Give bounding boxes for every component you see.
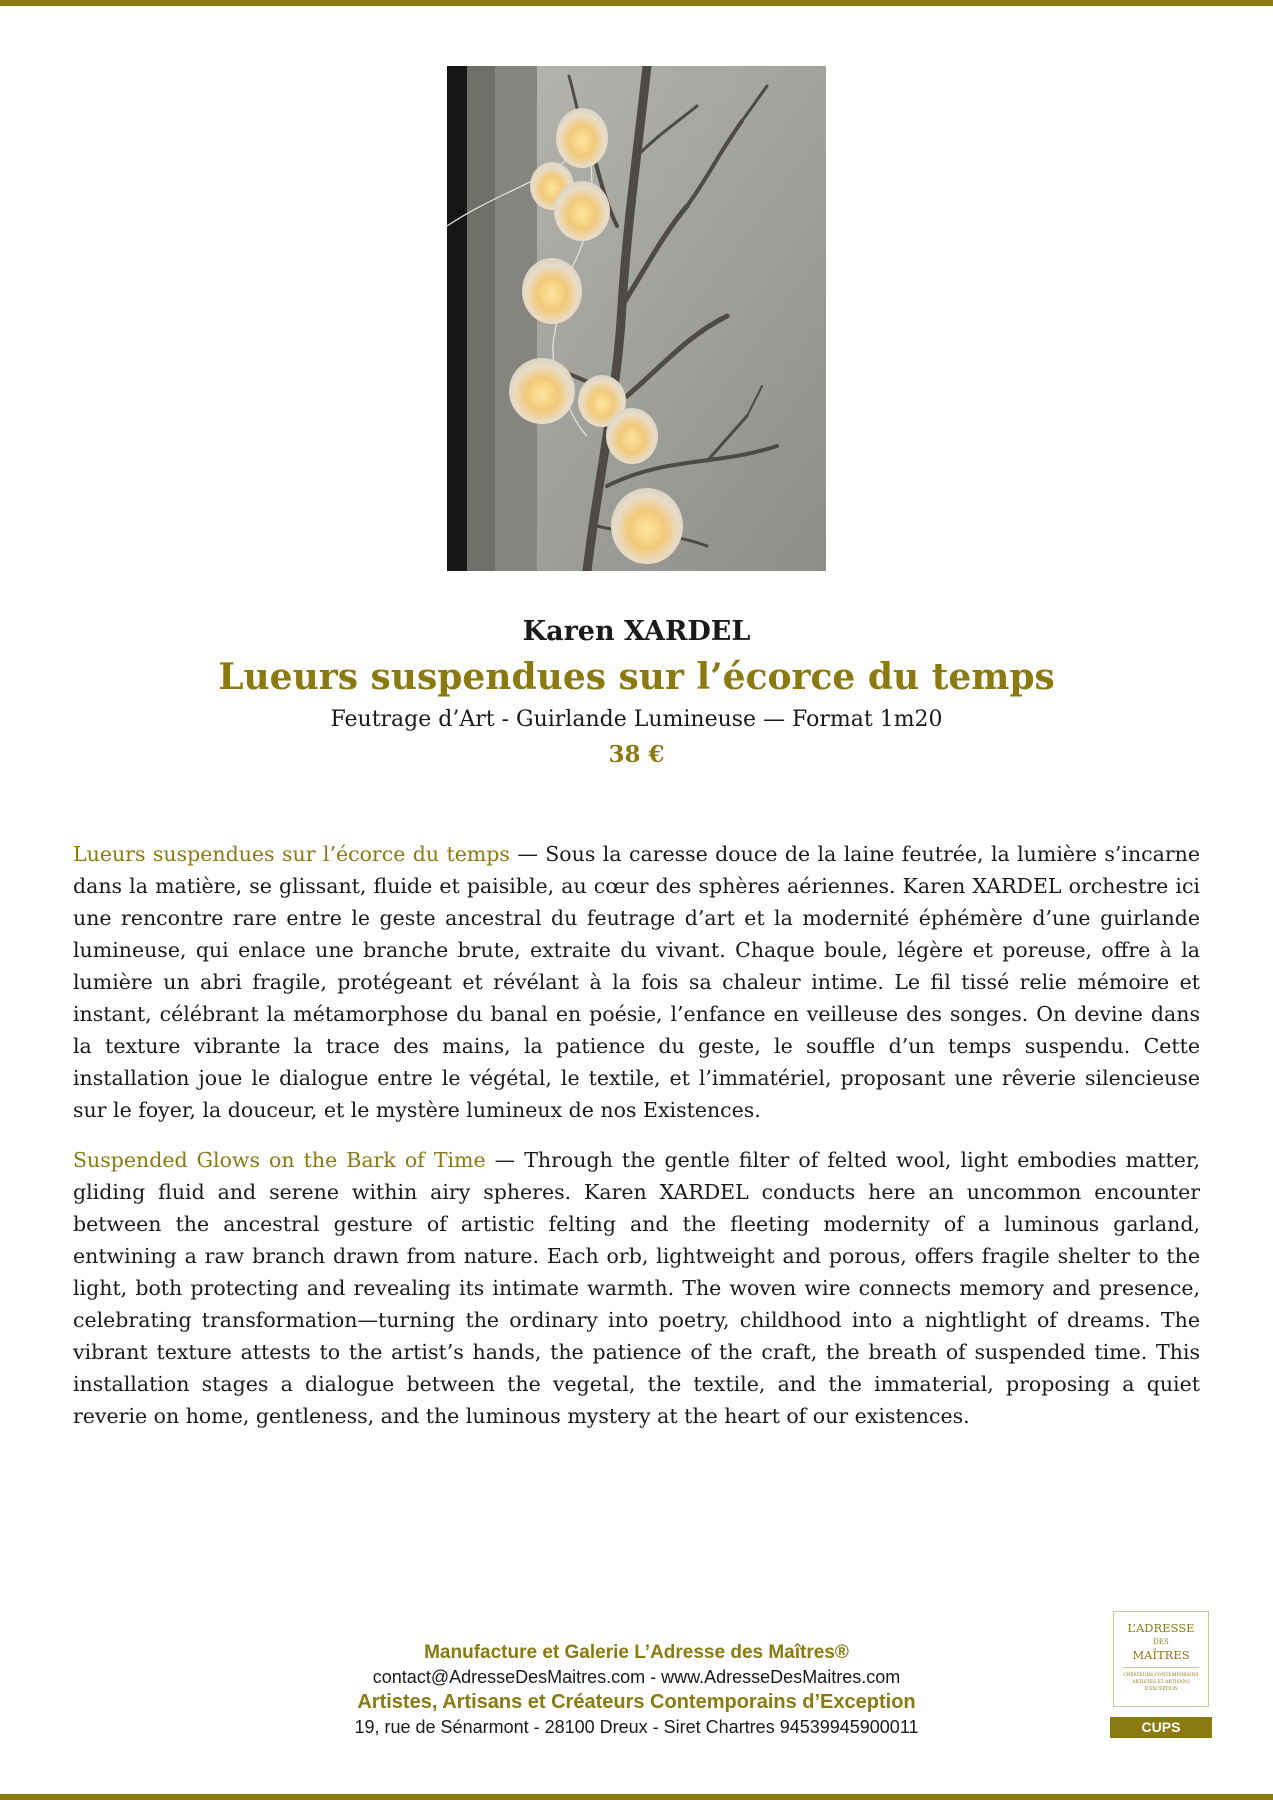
top-border bbox=[0, 0, 1273, 6]
footer-contact: contact@AdresseDesMaitres.com - www.AdresseDesMaitres.com bbox=[372, 1667, 901, 1687]
description-en bbox=[73, 1144, 1200, 1432]
logo-line-1: L’ADRESSE bbox=[1127, 1621, 1195, 1635]
artwork-price: 38 € bbox=[608, 741, 665, 768]
description-fr-text: — Sous la caresse douce de la laine feutrée, la lumière s’incarne dans la matière, se glissant, fluide et paisible, au cœur des sphères aériennes. Karen XARDEL orchestre ici une rencontre rare entre le geste ancestral du feutrage d’art et la modernité éphémère d’une guirlande lumineuse, qui enlace une branche brute, extraite du vivant. Chaque boule, légère et poreuse, offre à la lumière un abri fragile, protégeant et révélant à la fois sa chaleur intime. Le fil tissé relie mémoire et instant, célébrant la métamorphose du banal en poésie, l’enfance en veilleuse des songes. On devine dans la texture vibrante la trace des mains, la patience du geste, le souffle d’un temps suspendu. Cette installation joue le dialogue entre le végétal, le textile, et l’immatériel, proposant une rêverie silencieuse sur le foyer, la douceur, et le mystère lumineux de nos Existences. bbox=[73, 842, 1200, 1122]
artwork-illustration bbox=[447, 66, 826, 571]
bottom-border bbox=[0, 1794, 1273, 1800]
artwork-title: Lueurs suspendues sur l’écorce du temps bbox=[218, 656, 1055, 698]
footer-gallery-name: Manufacture et Galerie L’Adresse des Maîtres® bbox=[424, 1642, 849, 1663]
logo-divider bbox=[1123, 1667, 1199, 1668]
footer bbox=[0, 1640, 1273, 1740]
description-fr bbox=[73, 838, 1200, 1126]
artwork-header bbox=[0, 612, 1273, 772]
artwork-subtitle: Feutrage d’Art - Guirlande Lumineuse — Format 1m20 bbox=[330, 707, 943, 732]
logo-line-2: DES bbox=[1153, 1638, 1169, 1646]
cups-badge: CUPS bbox=[1110, 1717, 1212, 1738]
footer-address: 19, rue de Sénarmont - 28100 Dreux - Siret Chartres 94539945900011 bbox=[354, 1717, 919, 1737]
logo-line-3: MAÎTRES bbox=[1132, 1648, 1190, 1662]
description-en-lead: Suspended Glows on the Bark of Time bbox=[73, 1148, 486, 1172]
artwork-photo bbox=[447, 66, 826, 571]
artist-name: Karen XARDEL bbox=[522, 616, 751, 647]
description-en-text: — Through the gentle filter of felted wool, light embodies matter, gliding fluid and serene within airy spheres. Karen XARDEL conducts here an uncommon encounter between the ancestral gesture of artistic felting and the fleeting modernity of a luminous garland, entwining a raw branch drawn from nature. Each orb, lightweight and porous, offers fragile shelter to the light, both protecting and revealing its intimate warmth. The woven wire connects memory and presence, celebrating transformation—turning the ordinary into poetry, childhood into a nightlight of dreams. The vibrant texture attests to the artist’s hands, the patience of the craft, the breath of suspended time. This installation stages a dialogue between the vegetal, the textile, and the immaterial, proposing a quiet reverie on home, gentleness, and the luminous mystery at the heart of our existences. bbox=[73, 1148, 1200, 1428]
footer-tagline: Artistes, Artisans et Créateurs Contemporains d’Exception bbox=[357, 1691, 916, 1713]
gallery-logo bbox=[1113, 1611, 1209, 1707]
logo-line-4: CRÉATEURS CONTEMPORAINS ARTISTES ET ARTISANS D’EXCEPTION bbox=[1123, 1673, 1199, 1692]
description-fr-lead: Lueurs suspendues sur l’écorce du temps bbox=[73, 842, 510, 866]
description bbox=[73, 838, 1200, 1450]
